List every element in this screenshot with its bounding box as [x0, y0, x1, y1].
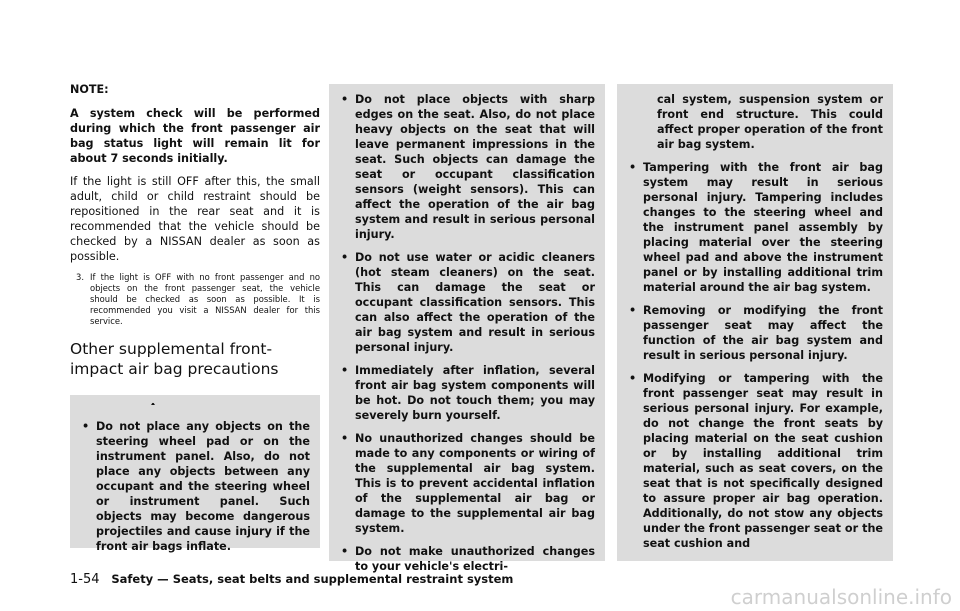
bullet-dot: • — [341, 545, 349, 558]
continued-text: cal system, suspension system or front end structure. This could affect proper operation of the front air bag system. — [657, 93, 883, 151]
section-heading: Other supplemental front-impact air bag precautions — [70, 340, 279, 378]
item-number: 3. — [76, 272, 84, 282]
body-paragraph: If the light is still OFF after this, the small adult, child or child restraint should be repositioned in the rear seat and it is recommended that the vehicle should be checked by a NISSAN dealer as soon as possible. — [70, 175, 320, 263]
footer-title: Safety — Seats, seat belts and supplemental restraint system — [111, 572, 514, 586]
bullet-text: Removing or modifying the front passenger seat may affect the function of the air bag system and result in serious personal injury. — [643, 304, 883, 362]
bullet-dot: • — [341, 251, 349, 264]
bullet-text: Do not place objects with sharp edges on the seat. Also, do not place heavy objects on the seat that will leave permanent impressions in the seat. Such objects can damage the seat or occupant classification sensors (weight sensors). This can affect the operation of the air bag system and result in serious personal injury. — [355, 93, 595, 241]
warning-bullet — [329, 363, 605, 423]
numbered-item-3 — [70, 272, 320, 327]
bullet-text: Do not place any objects on the steering wheel pad or on the instrument panel. Also, do not place any objects between any occupant and the steering wheel or instrument panel. Such objects may become dangerous projectiles and cause injury if the front air bags inflate. — [96, 420, 310, 553]
bullet-dot: • — [341, 93, 349, 106]
bullet-dot: • — [629, 304, 637, 317]
item-text: If the light is OFF with no front passenger and no objects on the front passenger seat, the vehicle should be checked as soon as possible. It is recommended you visit a NISSAN dealer for this service. — [90, 272, 320, 326]
warning-bullet — [329, 544, 605, 574]
warning-bullet — [329, 250, 605, 355]
bullet-dot: • — [341, 364, 349, 377]
note-label: NOTE: — [70, 83, 109, 96]
column-1 — [70, 82, 320, 436]
note-text: A system check will be performed during which the front passenger air bag status light will remain lit for about 7 seconds initially. — [70, 107, 320, 165]
page-number: 1-54 — [70, 572, 100, 587]
bullet-text: Tampering with the front air bag system may result in serious personal injury. Tampering includes changes to the steering wheel and the instrument panel assembly by placing material over the steering wheel pad and above the instrument panel or by installing additional trim material around the air bag system. — [643, 161, 883, 294]
bullet-text: Immediately after inflation, several front air bag system components will be hot. Do not touch them; you may severely burn yourself. — [355, 364, 595, 422]
warning-bullet — [617, 303, 893, 363]
bullet-text: Do not make unauthorized changes to your vehicle's electri- — [355, 545, 595, 573]
bullet-dot: • — [629, 161, 637, 174]
page-footer — [70, 571, 513, 588]
warning-bullet — [617, 371, 893, 551]
bullet-dot: • — [82, 420, 90, 433]
bullet-text: No unauthorized changes should be made to any components or wiring of the supplemental air bag system. This is to prevent accidental inflation of the supplemental air bag or damage to the supplemental air bag system. — [355, 432, 595, 535]
warning-box-2 — [329, 84, 605, 573]
bullet-dot: • — [629, 372, 637, 385]
warning-bullet — [329, 431, 605, 536]
warning-bullet — [329, 92, 605, 242]
warning-box-3 — [617, 84, 893, 561]
bullet-text: Do not use water or acidic cleaners (hot steam cleaners) on the seat. This can damage the seat or occupant classification sensors. This can also affect the operation of the air bag system and result in serious personal injury. — [355, 251, 595, 354]
bullet-dot: • — [341, 432, 349, 445]
bullet-text: Modifying or tampering with the front passenger seat may result in serious personal injury. For example, do not change the front seats by placing material on the seat cushion or by installing additional trim material, such as seat covers, on the seat that is not specifically designed to assure proper air bag operation. Additionally, do not stow any objects under the front passenger seat or the seat cushion and — [643, 372, 883, 550]
warning-box-1 — [70, 405, 320, 553]
warning-bullet — [617, 160, 893, 295]
watermark: carmanualsonline.info — [730, 585, 952, 609]
warning-bullet — [70, 419, 320, 554]
